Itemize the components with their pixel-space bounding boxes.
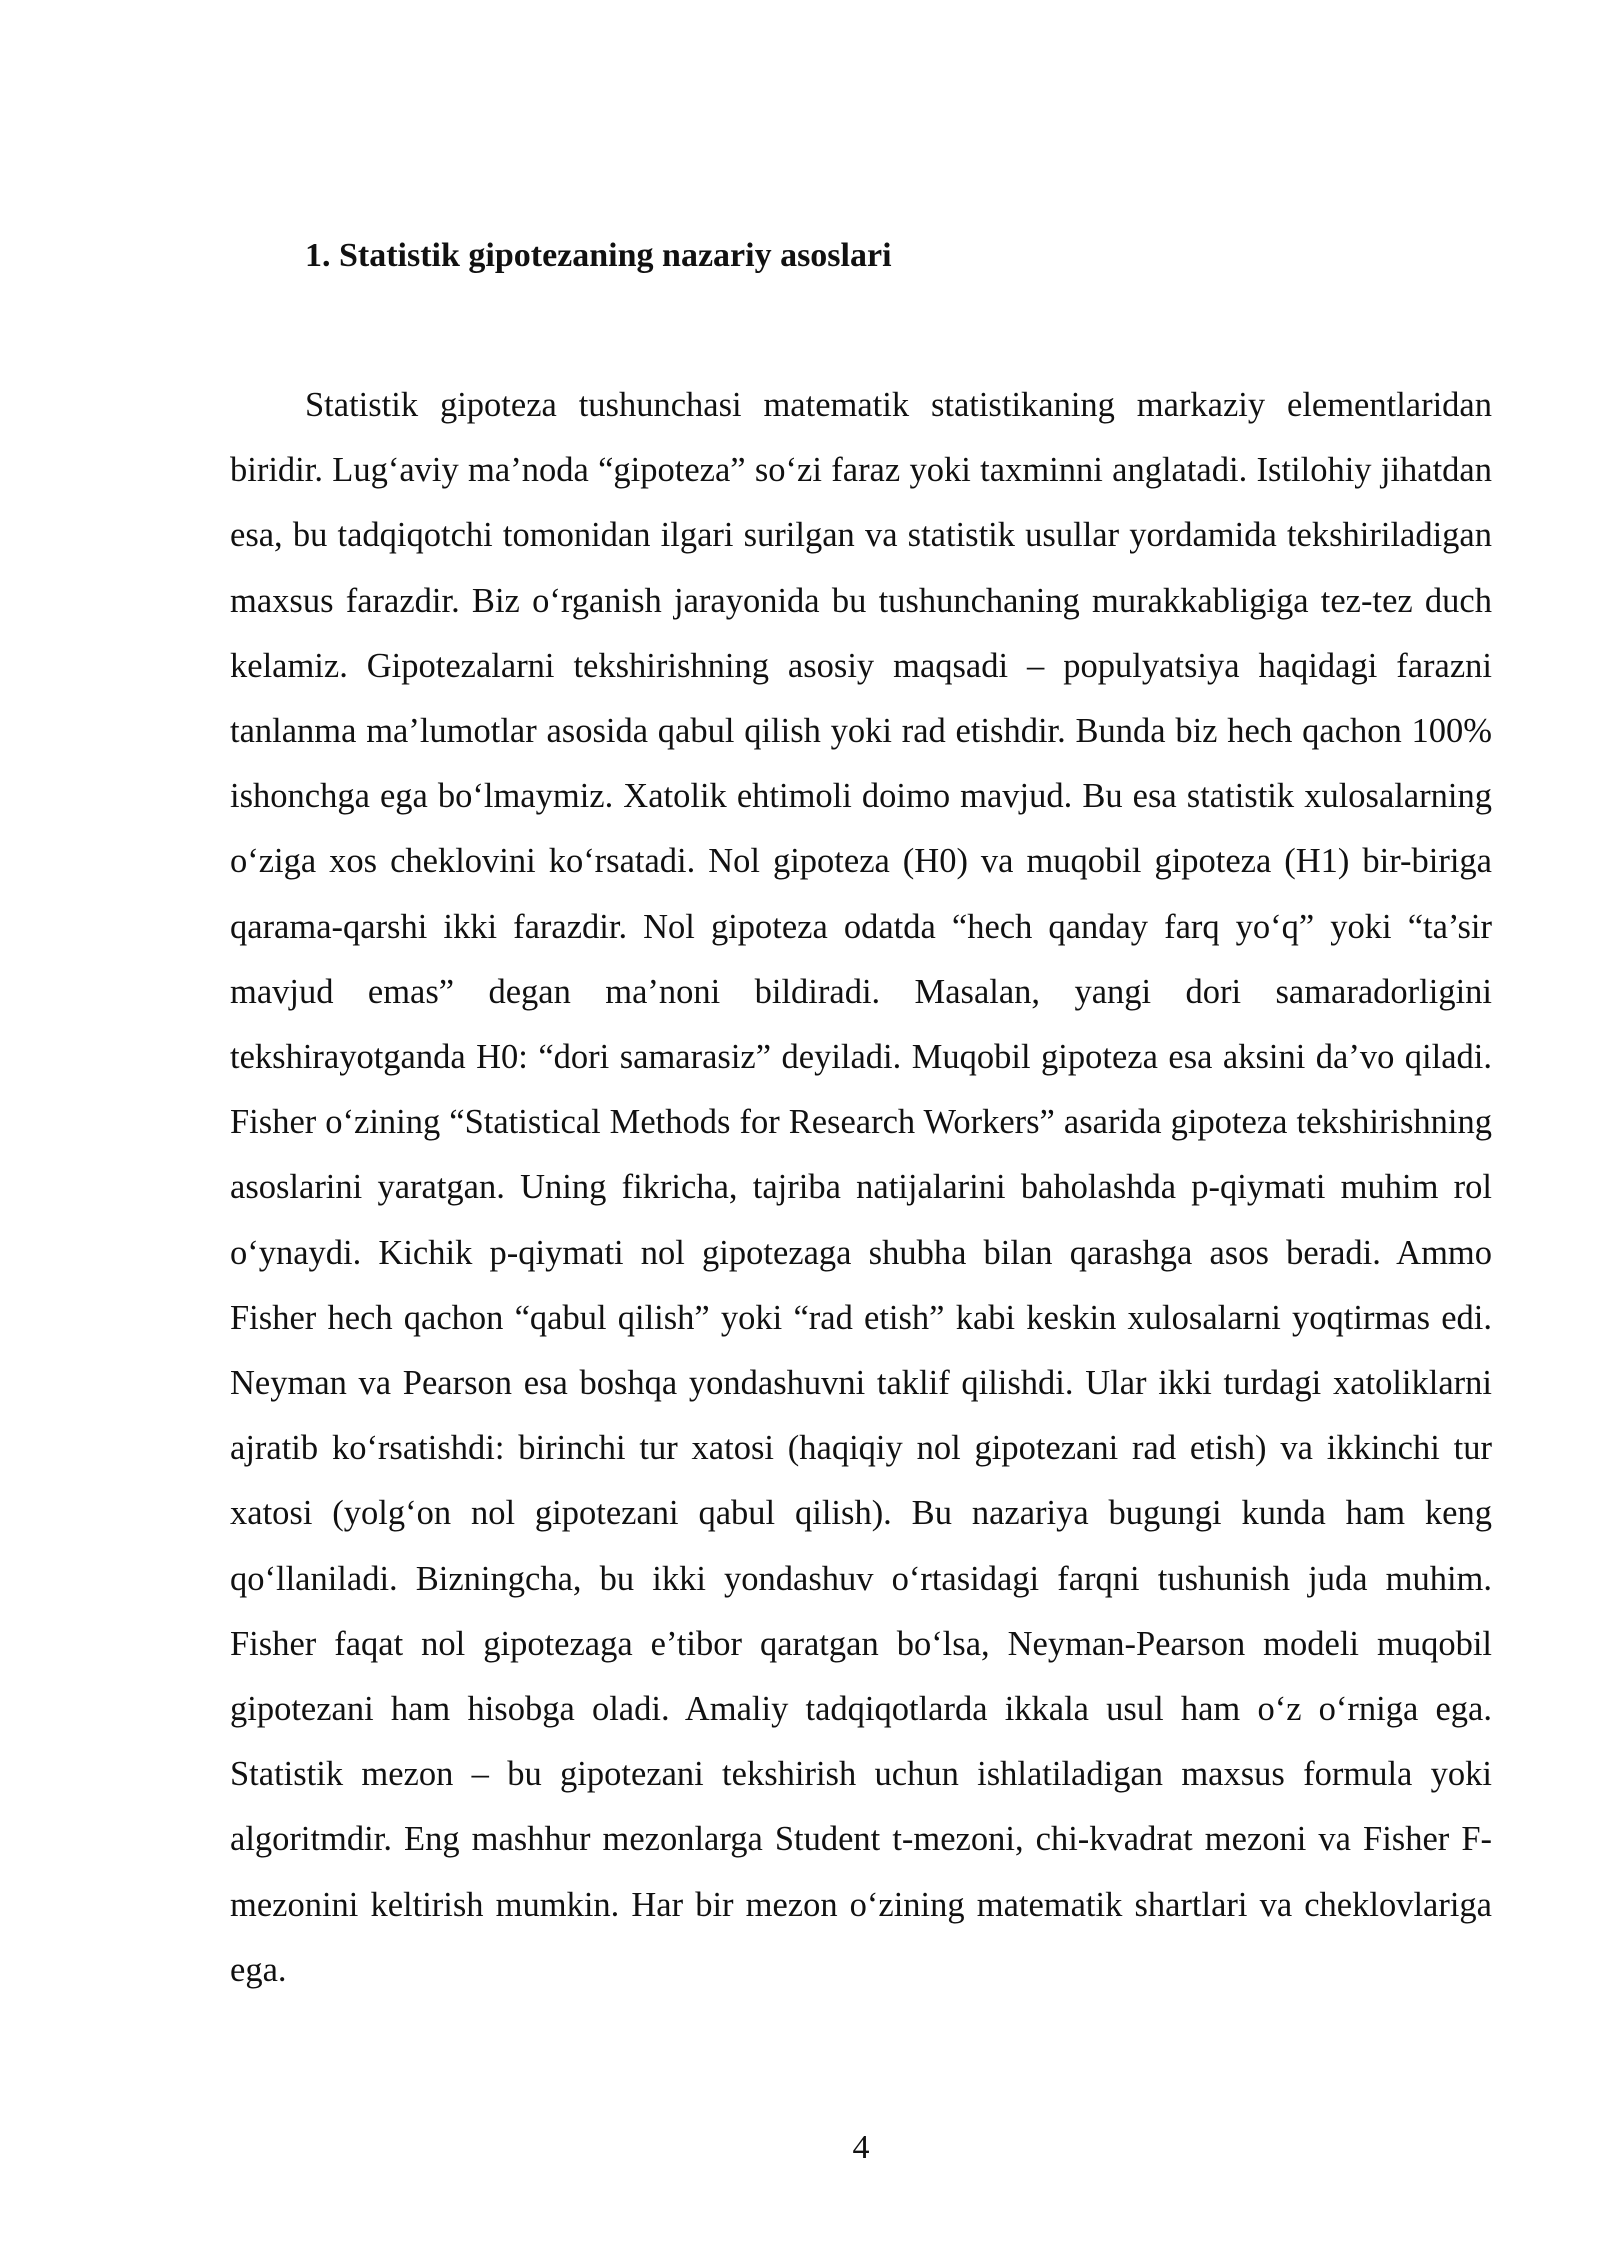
body-paragraph: Statistik gipoteza tushunchasi matematik statistikaning markaziy elementlaridan biridir. Lug‘aviy ma’noda “gipoteza” so‘zi faraz yoki taxminni anglatadi. Istilohiy jihatdan esa, bu tadqiqotchi tomonidan ilgari surilgan va statistik usullar yordamida tekshiriladigan maxsus farazdir. Biz o‘rganish jarayonida bu tushunchaning murakkabligiga tez-tez duch kelamiz. Gipotezalarni tekshirishning asosiy maqsadi – populyatsiya haqidagi farazni tanlanma ma’lumotlar asosida qabul qilish yoki rad etishdir. Bunda biz hech qachon 100% ishonchga ega bo‘lmaymiz. Xatolik ehtimoli doimo mavjud. Bu esa statistik xulosalarning o‘ziga xos cheklovini ko‘rsatadi. Nol gipoteza (H0) va muqobil gipoteza (H1) bir-biriga qarama-qarshi ikki farazdir. Nol gipoteza odatda “hech qanday farq yo‘q” yoki “ta’sir mavjud emas” degan ma’noni bildiradi. Masalan, yangi dori samaradorligini tekshirayotganda H0: “dori samarasiz” deyiladi. Muqobil gipoteza esa aksini da’vo qiladi. Fisher o‘zining “Statistical Methods for Research Workers” asarida gipoteza tekshirishning asoslarini yaratgan. Uning fikricha, tajriba natijalarini baholashda p-qiymati muhim rol o‘ynaydi. Kichik p-qiymati nol gipotezaga shubha bilan qarashga asos beradi. Ammo Fisher hech qachon “qabul qilish” yoki “rad etish” kabi keskin xulosalarni yoqtirmas edi. Neyman va Pearson esa boshqa yondashuvni taklif qilishdi. Ular ikki turdagi xatoliklarni ajratib ko‘rsatishdi: birinchi tur xatosi (haqiqiy nol gipotezani rad etish) va ikkinchi tur xatosi (yolg‘on nol gipotezani qabul qilish). Bu nazariya bugungi kunda ham keng qo‘llaniladi. Bizningcha, bu ikki yondashuv o‘rtasidagi farqni tushunish juda muhim. Fisher faqat nol gipotezaga e’tibor qaratgan bo‘lsa, Neyman-Pearson modeli muqobil gipotezani ham hisobga oladi. Amaliy tadqiqotlarda ikkala usul ham o‘z o‘rniga ega. Statistik mezon – bu gipotezani tekshirish uchun ishlatiladigan maxsus formula yoki algoritmdir. Eng mashhur mezonlarga Student t-mezoni, chi-kvadrat mezoni va Fisher F-mezonini keltirish mumkin. Har bir mezon o‘zining matematik shartlari va cheklovlariga ega. — [230, 386, 1492, 1989]
section-heading: 1. Statistik gipotezaning nazariy asoslari — [305, 237, 892, 274]
page-number: 4 — [852, 2129, 870, 2166]
